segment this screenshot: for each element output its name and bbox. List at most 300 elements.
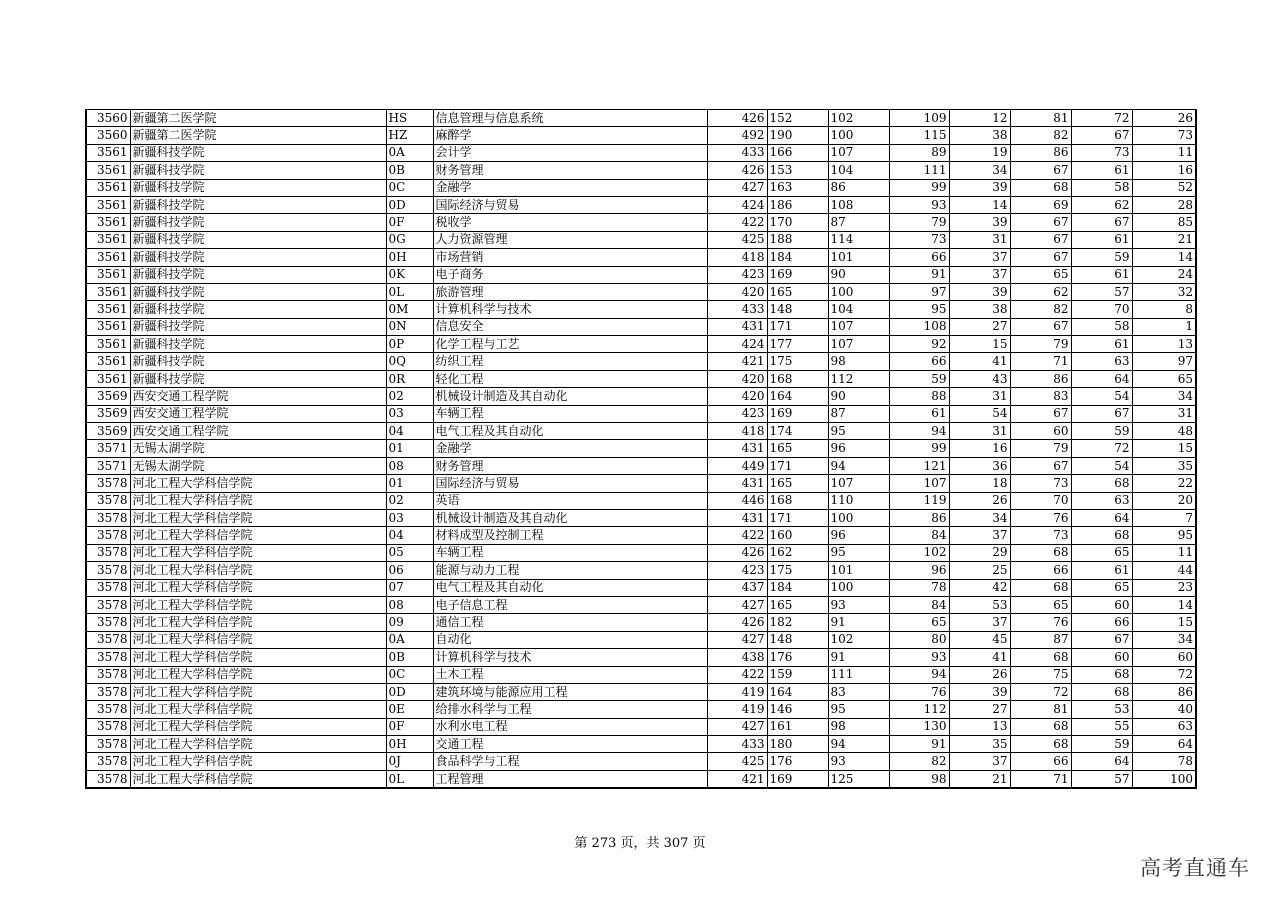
major-code-cell: 0C	[386, 666, 433, 683]
table-row	[86, 423, 1196, 440]
school-code-cell: 3578	[86, 736, 130, 753]
score-cell: 69	[1010, 196, 1071, 213]
score-cell: 423	[707, 266, 767, 283]
score-cell: 54	[1071, 457, 1132, 474]
table-body	[86, 110, 1196, 789]
major-code-cell: 0K	[386, 266, 433, 283]
score-cell: 76	[1010, 509, 1071, 526]
score-cell: 186	[767, 196, 828, 213]
table-row	[86, 266, 1196, 283]
score-cell: 100	[828, 579, 889, 596]
table-row	[86, 388, 1196, 405]
table-row	[86, 527, 1196, 544]
score-cell: 102	[828, 110, 889, 127]
score-cell: 67	[1010, 457, 1071, 474]
score-cell: 53	[1071, 701, 1132, 718]
major-code-cell: 0B	[386, 649, 433, 666]
major-code-cell: HZ	[386, 127, 433, 144]
school-name-cell: 西安交通工程学院	[130, 388, 386, 405]
major-code-cell: 0L	[386, 283, 433, 300]
school-name-cell: 河北工程大学科信学院	[130, 596, 386, 613]
score-cell: 446	[707, 492, 767, 509]
score-cell: 176	[767, 753, 828, 770]
major-name-cell: 化学工程与工艺	[433, 336, 707, 353]
major-code-cell: 03	[386, 405, 433, 422]
school-name-cell: 无锡太湖学院	[130, 457, 386, 474]
school-code-cell: 3561	[86, 266, 130, 283]
score-cell: 107	[828, 336, 889, 353]
major-code-cell: 0D	[386, 683, 433, 700]
school-name-cell: 河北工程大学科信学院	[130, 718, 386, 735]
score-cell: 64	[1132, 736, 1196, 753]
score-cell: 95	[828, 544, 889, 561]
major-code-cell: 0J	[386, 753, 433, 770]
table-row	[86, 579, 1196, 596]
score-cell: 97	[1132, 353, 1196, 370]
major-name-cell: 金融学	[433, 179, 707, 196]
score-cell: 24	[1132, 266, 1196, 283]
score-cell: 14	[1132, 249, 1196, 266]
score-cell: 15	[1132, 440, 1196, 457]
score-cell: 148	[767, 631, 828, 648]
table-row	[86, 179, 1196, 196]
school-name-cell: 新疆科技学院	[130, 249, 386, 266]
school-name-cell: 新疆科技学院	[130, 266, 386, 283]
school-name-cell: 新疆科技学院	[130, 231, 386, 248]
page-number-footer: 第 273 页，共 307 页	[574, 836, 706, 851]
score-cell: 82	[1010, 301, 1071, 318]
score-cell: 41	[949, 353, 1010, 370]
score-cell: 79	[1010, 440, 1071, 457]
score-cell: 21	[949, 770, 1010, 788]
major-code-cell: 0B	[386, 162, 433, 179]
school-name-cell: 新疆科技学院	[130, 196, 386, 213]
score-cell: 60	[1010, 423, 1071, 440]
major-code-cell: 01	[386, 440, 433, 457]
score-cell: 102	[889, 544, 949, 561]
score-cell: 182	[767, 614, 828, 631]
major-name-cell: 会计学	[433, 144, 707, 161]
score-cell: 107	[828, 144, 889, 161]
table-row	[86, 249, 1196, 266]
school-code-cell: 3569	[86, 388, 130, 405]
score-cell: 431	[707, 318, 767, 335]
score-cell: 170	[767, 214, 828, 231]
school-name-cell: 新疆科技学院	[130, 301, 386, 318]
score-cell: 7	[1132, 509, 1196, 526]
score-cell: 174	[767, 423, 828, 440]
score-cell: 34	[949, 509, 1010, 526]
school-code-cell: 3578	[86, 649, 130, 666]
score-cell: 422	[707, 214, 767, 231]
score-cell: 180	[767, 736, 828, 753]
score-cell: 431	[707, 509, 767, 526]
school-code-cell: 3578	[86, 509, 130, 526]
score-cell: 31	[949, 423, 1010, 440]
score-cell: 26	[1132, 110, 1196, 127]
score-cell: 84	[889, 527, 949, 544]
score-cell: 165	[767, 440, 828, 457]
score-cell: 8	[1132, 301, 1196, 318]
score-cell: 159	[767, 666, 828, 683]
score-cell: 121	[889, 457, 949, 474]
score-cell: 433	[707, 301, 767, 318]
school-code-cell: 3569	[86, 423, 130, 440]
score-cell: 68	[1071, 527, 1132, 544]
major-code-cell: 02	[386, 492, 433, 509]
score-cell: 55	[1071, 718, 1132, 735]
score-cell: 111	[828, 666, 889, 683]
major-code-cell: 09	[386, 614, 433, 631]
major-code-cell: 0P	[386, 336, 433, 353]
table-row	[86, 475, 1196, 492]
score-cell: 175	[767, 562, 828, 579]
major-code-cell: 0F	[386, 718, 433, 735]
score-cell: 68	[1010, 544, 1071, 561]
score-cell: 31	[949, 388, 1010, 405]
score-cell: 68	[1071, 475, 1132, 492]
score-cell: 100	[828, 127, 889, 144]
major-name-cell: 建筑环境与能源应用工程	[433, 683, 707, 700]
table-row	[86, 318, 1196, 335]
major-name-cell: 机械设计制造及其自动化	[433, 509, 707, 526]
score-cell: 68	[1010, 718, 1071, 735]
score-cell: 68	[1010, 579, 1071, 596]
school-code-cell: 3561	[86, 231, 130, 248]
school-name-cell: 西安交通工程学院	[130, 423, 386, 440]
score-cell: 42	[949, 579, 1010, 596]
score-cell: 423	[707, 562, 767, 579]
score-cell: 12	[949, 110, 1010, 127]
score-cell: 70	[1010, 492, 1071, 509]
score-cell: 90	[828, 388, 889, 405]
score-cell: 64	[1071, 509, 1132, 526]
score-cell: 94	[828, 457, 889, 474]
score-cell: 87	[828, 214, 889, 231]
score-cell: 91	[828, 649, 889, 666]
score-cell: 73	[1132, 127, 1196, 144]
score-cell: 54	[1071, 388, 1132, 405]
score-cell: 96	[828, 440, 889, 457]
score-cell: 104	[828, 162, 889, 179]
score-cell: 66	[1010, 562, 1071, 579]
score-cell: 160	[767, 527, 828, 544]
score-cell: 449	[707, 457, 767, 474]
table-row	[86, 753, 1196, 770]
score-cell: 422	[707, 527, 767, 544]
score-cell: 68	[1071, 683, 1132, 700]
score-cell: 90	[828, 266, 889, 283]
score-cell: 64	[1071, 753, 1132, 770]
score-cell: 72	[1071, 440, 1132, 457]
major-code-cell: 0H	[386, 249, 433, 266]
score-cell: 34	[949, 162, 1010, 179]
major-name-cell: 纺织工程	[433, 353, 707, 370]
table-row	[86, 666, 1196, 683]
score-cell: 86	[1010, 370, 1071, 387]
score-cell: 438	[707, 649, 767, 666]
score-cell: 53	[949, 596, 1010, 613]
score-cell: 85	[1132, 214, 1196, 231]
score-cell: 59	[889, 370, 949, 387]
score-cell: 22	[1132, 475, 1196, 492]
school-code-cell: 3578	[86, 579, 130, 596]
score-cell: 75	[1010, 666, 1071, 683]
table-row	[86, 336, 1196, 353]
score-cell: 166	[767, 144, 828, 161]
score-cell: 107	[828, 475, 889, 492]
score-cell: 71	[1010, 770, 1071, 788]
score-cell: 433	[707, 144, 767, 161]
score-cell: 424	[707, 336, 767, 353]
major-name-cell: 水利水电工程	[433, 718, 707, 735]
score-cell: 114	[828, 231, 889, 248]
school-name-cell: 河北工程大学科信学院	[130, 562, 386, 579]
score-cell: 425	[707, 231, 767, 248]
score-cell: 427	[707, 596, 767, 613]
score-cell: 108	[889, 318, 949, 335]
score-cell: 99	[889, 440, 949, 457]
score-cell: 73	[1010, 475, 1071, 492]
school-name-cell: 西安交通工程学院	[130, 405, 386, 422]
school-code-cell: 3561	[86, 336, 130, 353]
score-cell: 93	[889, 649, 949, 666]
school-name-cell: 河北工程大学科信学院	[130, 683, 386, 700]
school-name-cell: 河北工程大学科信学院	[130, 475, 386, 492]
score-cell: 93	[828, 596, 889, 613]
score-cell: 16	[949, 440, 1010, 457]
score-cell: 92	[889, 336, 949, 353]
school-code-cell: 3578	[86, 475, 130, 492]
score-cell: 57	[1071, 770, 1132, 788]
score-cell: 52	[1132, 179, 1196, 196]
score-cell: 425	[707, 753, 767, 770]
school-name-cell: 河北工程大学科信学院	[130, 649, 386, 666]
score-cell: 58	[1071, 318, 1132, 335]
watermark-logo: 高考直通车	[1140, 856, 1250, 880]
major-name-cell: 轻化工程	[433, 370, 707, 387]
score-cell: 86	[1010, 144, 1071, 161]
score-cell: 97	[889, 283, 949, 300]
score-cell: 70	[1071, 301, 1132, 318]
score-cell: 11	[1132, 144, 1196, 161]
score-cell: 431	[707, 475, 767, 492]
score-cell: 423	[707, 405, 767, 422]
score-cell: 176	[767, 649, 828, 666]
major-code-cell: 04	[386, 423, 433, 440]
score-cell: 492	[707, 127, 767, 144]
table-row	[86, 353, 1196, 370]
score-cell: 82	[889, 753, 949, 770]
score-cell: 67	[1071, 631, 1132, 648]
score-cell: 96	[889, 562, 949, 579]
table-row	[86, 614, 1196, 631]
major-name-cell: 税收学	[433, 214, 707, 231]
score-cell: 418	[707, 423, 767, 440]
score-cell: 72	[1132, 666, 1196, 683]
score-cell: 61	[889, 405, 949, 422]
major-name-cell: 给排水科学与工程	[433, 701, 707, 718]
major-code-cell: 0F	[386, 214, 433, 231]
score-cell: 190	[767, 127, 828, 144]
major-name-cell: 土木工程	[433, 666, 707, 683]
score-cell: 18	[949, 475, 1010, 492]
school-code-cell: 3569	[86, 405, 130, 422]
major-name-cell: 车辆工程	[433, 544, 707, 561]
score-cell: 11	[1132, 544, 1196, 561]
major-name-cell: 麻醉学	[433, 127, 707, 144]
score-cell: 169	[767, 770, 828, 788]
major-name-cell: 计算机科学与技术	[433, 649, 707, 666]
score-cell: 100	[1132, 770, 1196, 788]
score-cell: 61	[1071, 266, 1132, 283]
major-name-cell: 自动化	[433, 631, 707, 648]
table-row	[86, 405, 1196, 422]
table-row	[86, 509, 1196, 526]
score-cell: 37	[949, 266, 1010, 283]
score-cell: 68	[1071, 666, 1132, 683]
score-cell: 427	[707, 718, 767, 735]
score-cell: 63	[1071, 492, 1132, 509]
score-cell: 161	[767, 718, 828, 735]
score-cell: 61	[1071, 336, 1132, 353]
school-code-cell: 3578	[86, 527, 130, 544]
score-cell: 16	[1132, 162, 1196, 179]
score-cell: 419	[707, 683, 767, 700]
score-cell: 72	[1010, 683, 1071, 700]
score-cell: 67	[1010, 214, 1071, 231]
score-cell: 59	[1071, 249, 1132, 266]
score-cell: 37	[949, 614, 1010, 631]
table-row	[86, 736, 1196, 753]
major-code-cell: 08	[386, 457, 433, 474]
major-name-cell: 电子信息工程	[433, 596, 707, 613]
score-cell: 169	[767, 266, 828, 283]
major-name-cell: 英语	[433, 492, 707, 509]
score-cell: 66	[1010, 753, 1071, 770]
score-cell: 73	[1071, 144, 1132, 161]
score-cell: 433	[707, 736, 767, 753]
school-code-cell: 3561	[86, 162, 130, 179]
major-code-cell: 0H	[386, 736, 433, 753]
score-cell: 91	[889, 266, 949, 283]
major-name-cell: 电子商务	[433, 266, 707, 283]
score-cell: 86	[1132, 683, 1196, 700]
score-cell: 15	[949, 336, 1010, 353]
score-cell: 152	[767, 110, 828, 127]
score-cell: 102	[828, 631, 889, 648]
table-row	[86, 231, 1196, 248]
major-code-cell: 06	[386, 562, 433, 579]
school-code-cell: 3578	[86, 683, 130, 700]
score-cell: 39	[949, 683, 1010, 700]
score-cell: 426	[707, 162, 767, 179]
score-cell: 164	[767, 683, 828, 700]
score-cell: 165	[767, 596, 828, 613]
major-code-cell: 02	[386, 388, 433, 405]
school-name-cell: 河北工程大学科信学院	[130, 579, 386, 596]
school-code-cell: 3578	[86, 544, 130, 561]
score-cell: 23	[1132, 579, 1196, 596]
score-cell: 15	[1132, 614, 1196, 631]
major-name-cell: 信息管理与信息系统	[433, 110, 707, 127]
score-cell: 67	[1071, 214, 1132, 231]
school-code-cell: 3561	[86, 301, 130, 318]
score-cell: 66	[889, 249, 949, 266]
major-name-cell: 电气工程及其自动化	[433, 423, 707, 440]
score-cell: 130	[889, 718, 949, 735]
major-name-cell: 金融学	[433, 440, 707, 457]
score-cell: 38	[949, 301, 1010, 318]
score-cell: 65	[1071, 579, 1132, 596]
score-cell: 67	[1010, 162, 1071, 179]
score-cell: 165	[767, 283, 828, 300]
table-row	[86, 683, 1196, 700]
score-cell: 426	[707, 544, 767, 561]
major-code-cell: 0G	[386, 231, 433, 248]
school-name-cell: 河北工程大学科信学院	[130, 544, 386, 561]
score-cell: 63	[1132, 718, 1196, 735]
score-cell: 67	[1010, 405, 1071, 422]
score-cell: 93	[889, 196, 949, 213]
score-cell: 84	[889, 596, 949, 613]
score-cell: 426	[707, 614, 767, 631]
school-name-cell: 新疆科技学院	[130, 179, 386, 196]
score-cell: 98	[828, 353, 889, 370]
score-cell: 38	[949, 127, 1010, 144]
school-name-cell: 河北工程大学科信学院	[130, 770, 386, 788]
major-name-cell: 机械设计制造及其自动化	[433, 388, 707, 405]
major-code-cell: HS	[386, 110, 433, 127]
score-cell: 67	[1010, 249, 1071, 266]
score-cell: 58	[1071, 179, 1132, 196]
score-cell: 101	[828, 562, 889, 579]
score-cell: 68	[1010, 179, 1071, 196]
table-row	[86, 214, 1196, 231]
school-code-cell: 3578	[86, 753, 130, 770]
score-cell: 168	[767, 492, 828, 509]
school-code-cell: 3560	[86, 127, 130, 144]
school-name-cell: 新疆科技学院	[130, 353, 386, 370]
major-code-cell: 0N	[386, 318, 433, 335]
score-cell: 43	[949, 370, 1010, 387]
school-name-cell: 无锡太湖学院	[130, 440, 386, 457]
score-cell: 36	[949, 457, 1010, 474]
score-cell: 72	[1071, 110, 1132, 127]
school-name-cell: 河北工程大学科信学院	[130, 527, 386, 544]
school-name-cell: 新疆科技学院	[130, 283, 386, 300]
score-cell: 94	[889, 666, 949, 683]
score-cell: 13	[949, 718, 1010, 735]
score-cell: 162	[767, 544, 828, 561]
score-cell: 66	[889, 353, 949, 370]
score-cell: 94	[828, 736, 889, 753]
school-code-cell: 3561	[86, 249, 130, 266]
table-row	[86, 492, 1196, 509]
school-name-cell: 河北工程大学科信学院	[130, 614, 386, 631]
major-name-cell: 工程管理	[433, 770, 707, 788]
score-cell: 20	[1132, 492, 1196, 509]
school-name-cell: 新疆第二医学院	[130, 110, 386, 127]
admission-scores-table	[85, 109, 1197, 789]
score-cell: 171	[767, 509, 828, 526]
table-row	[86, 701, 1196, 718]
score-cell: 37	[949, 249, 1010, 266]
major-code-cell: 08	[386, 596, 433, 613]
score-cell: 14	[1132, 596, 1196, 613]
score-cell: 427	[707, 179, 767, 196]
score-cell: 73	[1010, 527, 1071, 544]
